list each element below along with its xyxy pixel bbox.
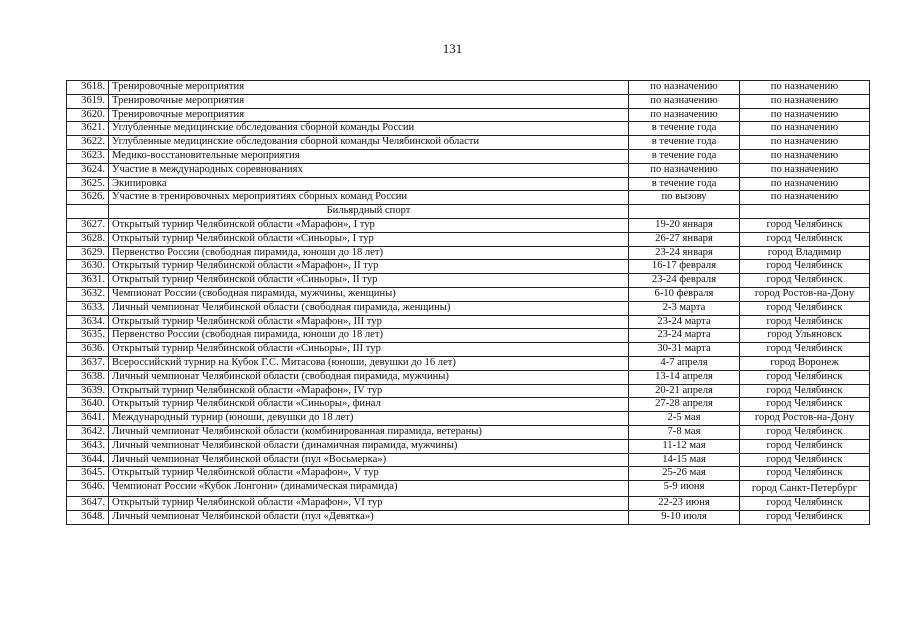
event-date: 23-24 февраля	[629, 274, 740, 288]
event-date: в течение года	[629, 136, 740, 150]
event-date: по назначению	[629, 163, 740, 177]
section-title: Бильярдный спорт	[109, 205, 629, 219]
event-number: 3627.	[67, 218, 109, 232]
table-row	[67, 370, 870, 384]
event-number: 3628.	[67, 232, 109, 246]
event-date: 2-3 марта	[629, 301, 740, 315]
events-table	[66, 80, 870, 525]
event-name: Участие в тренировочных мероприятиях сборных команд России	[109, 191, 629, 205]
table-row	[67, 497, 870, 511]
event-number: 3632.	[67, 287, 109, 301]
event-number: 3618.	[67, 81, 109, 95]
event-date: 2-5 мая	[629, 412, 740, 426]
event-name: Открытый турнир Челябинской области «Марафон», V тур	[109, 467, 629, 481]
table-row	[67, 315, 870, 329]
table-row	[67, 81, 870, 95]
table-row	[67, 232, 870, 246]
event-date: в течение года	[629, 177, 740, 191]
table-row	[67, 343, 870, 357]
event-place: город Санкт-Петербург	[740, 481, 870, 497]
event-place: город Челябинск	[740, 301, 870, 315]
event-name: Открытый турнир Челябинской области «Марафон», II тур	[109, 260, 629, 274]
event-number: 3633.	[67, 301, 109, 315]
event-place: город Ульяновск	[740, 329, 870, 343]
event-number: 3644.	[67, 453, 109, 467]
event-number: 3630.	[67, 260, 109, 274]
table-row	[67, 246, 870, 260]
event-number: 3642.	[67, 425, 109, 439]
event-place: по назначению	[740, 163, 870, 177]
event-name: Чемпионат России (свободная пирамида, мужчины, женщины)	[109, 287, 629, 301]
event-place: город Воронеж	[740, 356, 870, 370]
table-row	[67, 398, 870, 412]
event-number: 3637.	[67, 356, 109, 370]
event-date: по вызову	[629, 191, 740, 205]
section-place-cell	[740, 205, 870, 219]
event-name: Открытый турнир Челябинской области «Синьоры», I тур	[109, 232, 629, 246]
event-place: город Ростов-на-Дону	[740, 412, 870, 426]
event-name: Тренировочные мероприятия	[109, 94, 629, 108]
table-row	[67, 301, 870, 315]
table-row	[67, 329, 870, 343]
event-date: в течение года	[629, 122, 740, 136]
event-name: Личный чемпионат Челябинской области (пул «Восьмерка»)	[109, 453, 629, 467]
event-number: 3636.	[67, 343, 109, 357]
event-name: Тренировочные мероприятия	[109, 108, 629, 122]
event-place: по назначению	[740, 81, 870, 95]
page-number: 131	[442, 41, 463, 56]
event-number: 3623.	[67, 149, 109, 163]
event-place: по назначению	[740, 136, 870, 150]
event-date: по назначению	[629, 94, 740, 108]
event-place: город Челябинск	[740, 497, 870, 511]
event-place: по назначению	[740, 94, 870, 108]
event-place: по назначению	[740, 177, 870, 191]
event-place: город Челябинск	[740, 510, 870, 524]
event-date: 19-20 января	[629, 218, 740, 232]
event-date: 23-24 января	[629, 246, 740, 260]
event-name: Тренировочные мероприятия	[109, 81, 629, 95]
event-name: Международный турнир (юноши, девушки до 18 лет)	[109, 412, 629, 426]
table-row	[67, 274, 870, 288]
event-number: 3625.	[67, 177, 109, 191]
event-name: Открытый турнир Челябинской области «Синьоры», II тур	[109, 274, 629, 288]
table-row	[67, 218, 870, 232]
table-row	[67, 260, 870, 274]
event-name: Открытый турнир Челябинской области «Марафон», IV тур	[109, 384, 629, 398]
table-row	[67, 108, 870, 122]
table-row	[67, 163, 870, 177]
event-name: Всероссийский турнир на Кубок Г.С. Митасова (юноши, девушки до 16 лет)	[109, 356, 629, 370]
table-row	[67, 94, 870, 108]
event-name: Личный чемпионат Челябинской области (динамичная пирамида, мужчины)	[109, 439, 629, 453]
event-name: Экипировка	[109, 177, 629, 191]
table-row	[67, 453, 870, 467]
event-date: по назначению	[629, 108, 740, 122]
table-row	[67, 425, 870, 439]
table-row	[67, 439, 870, 453]
event-date: 22-23 июня	[629, 497, 740, 511]
event-place: город Владимир	[740, 246, 870, 260]
event-number: 3619.	[67, 94, 109, 108]
event-name: Личный чемпионат Челябинской области (свободная пирамида, мужчины)	[109, 370, 629, 384]
event-place: город Челябинск	[740, 467, 870, 481]
event-name: Открытый турнир Челябинской области «Марафон», I тур	[109, 218, 629, 232]
event-place: город Челябинск	[740, 439, 870, 453]
event-number: 3626.	[67, 191, 109, 205]
table-row	[67, 467, 870, 481]
table-row	[67, 510, 870, 524]
event-name: Открытый турнир Челябинской области «Марафон», III тур	[109, 315, 629, 329]
event-name: Личный чемпионат Челябинской области (пул «Девятка»)	[109, 510, 629, 524]
event-place: по назначению	[740, 191, 870, 205]
event-place: город Челябинск	[740, 343, 870, 357]
event-name: Личный чемпионат Челябинской области (комбинированная пирамида, ветераны)	[109, 425, 629, 439]
event-date: 11-12 мая	[629, 439, 740, 453]
event-place: по назначению	[740, 108, 870, 122]
table-row	[67, 191, 870, 205]
event-name: Участие в международных соревнованиях	[109, 163, 629, 177]
event-place: город Челябинск	[740, 315, 870, 329]
event-name: Открытый турнир Челябинской области «Марафон», VI тур	[109, 497, 629, 511]
table-row	[67, 136, 870, 150]
event-date: 27-28 апреля	[629, 398, 740, 412]
event-date: 26-27 января	[629, 232, 740, 246]
event-number: 3621.	[67, 122, 109, 136]
table-row	[67, 481, 870, 497]
event-name: Углубленные медицинские обследования сборной команды Челябинской области	[109, 136, 629, 150]
event-place: по назначению	[740, 149, 870, 163]
event-name: Открытый турнир Челябинской области «Синьоры», III тур	[109, 343, 629, 357]
event-number: 3635.	[67, 329, 109, 343]
event-name: Медико-восстановительные мероприятия	[109, 149, 629, 163]
event-number: 3638.	[67, 370, 109, 384]
event-name: Чемпионат России «Кубок Лонгони» (динамическая пирамида)	[109, 481, 629, 497]
event-date: 23-24 марта	[629, 315, 740, 329]
section-row	[67, 205, 870, 219]
table-row	[67, 356, 870, 370]
event-number: 3643.	[67, 439, 109, 453]
event-date: 14-15 мая	[629, 453, 740, 467]
event-number: 3640.	[67, 398, 109, 412]
event-date: 9-10 июля	[629, 510, 740, 524]
section-date-cell	[629, 205, 740, 219]
event-date: 5-9 июня	[629, 481, 740, 497]
event-number: 3639.	[67, 384, 109, 398]
event-date: 7-8 мая	[629, 425, 740, 439]
event-date: 6-10 февраля	[629, 287, 740, 301]
table-row	[67, 384, 870, 398]
table-row	[67, 149, 870, 163]
event-place: город Челябинск	[740, 370, 870, 384]
event-name: Открытый турнир Челябинской области «Синьоры», финал	[109, 398, 629, 412]
section-num-cell	[67, 205, 109, 219]
event-place: город Челябинск	[740, 425, 870, 439]
event-place: город Челябинск	[740, 398, 870, 412]
event-date: по назначению	[629, 81, 740, 95]
event-name: Первенство России (свободная пирамида, юноши до 18 лет)	[109, 329, 629, 343]
event-number: 3620.	[67, 108, 109, 122]
event-place: город Челябинск	[740, 453, 870, 467]
event-name: Личный чемпионат Челябинской области (свободная пирамида, женщины)	[109, 301, 629, 315]
event-place: город Ростов-на-Дону	[740, 287, 870, 301]
event-number: 3631.	[67, 274, 109, 288]
event-date: 23-24 марта	[629, 329, 740, 343]
event-date: 16-17 февраля	[629, 260, 740, 274]
event-number: 3647.	[67, 497, 109, 511]
event-name: Первенство России (свободная пирамида, юноши до 18 лет)	[109, 246, 629, 260]
event-place: город Челябинск	[740, 384, 870, 398]
events-table-body	[67, 81, 870, 525]
event-place: город Челябинск	[740, 274, 870, 288]
event-place: город Челябинск	[740, 260, 870, 274]
event-number: 3629.	[67, 246, 109, 260]
table-row	[67, 177, 870, 191]
event-place: город Челябинск	[740, 232, 870, 246]
event-number: 3634.	[67, 315, 109, 329]
event-date: 4-7 апреля	[629, 356, 740, 370]
event-date: в течение года	[629, 149, 740, 163]
table-row	[67, 412, 870, 426]
event-number: 3622.	[67, 136, 109, 150]
event-number: 3624.	[67, 163, 109, 177]
event-date: 13-14 апреля	[629, 370, 740, 384]
event-name: Углубленные медицинские обследования сборной команды России	[109, 122, 629, 136]
event-date: 30-31 марта	[629, 343, 740, 357]
event-number: 3646.	[67, 481, 109, 497]
event-number: 3645.	[67, 467, 109, 481]
table-row	[67, 122, 870, 136]
event-place: по назначению	[740, 122, 870, 136]
event-date: 25-26 мая	[629, 467, 740, 481]
event-date: 20-21 апреля	[629, 384, 740, 398]
event-number: 3641.	[67, 412, 109, 426]
table-row	[67, 287, 870, 301]
event-place: город Челябинск	[740, 218, 870, 232]
event-number: 3648.	[67, 510, 109, 524]
